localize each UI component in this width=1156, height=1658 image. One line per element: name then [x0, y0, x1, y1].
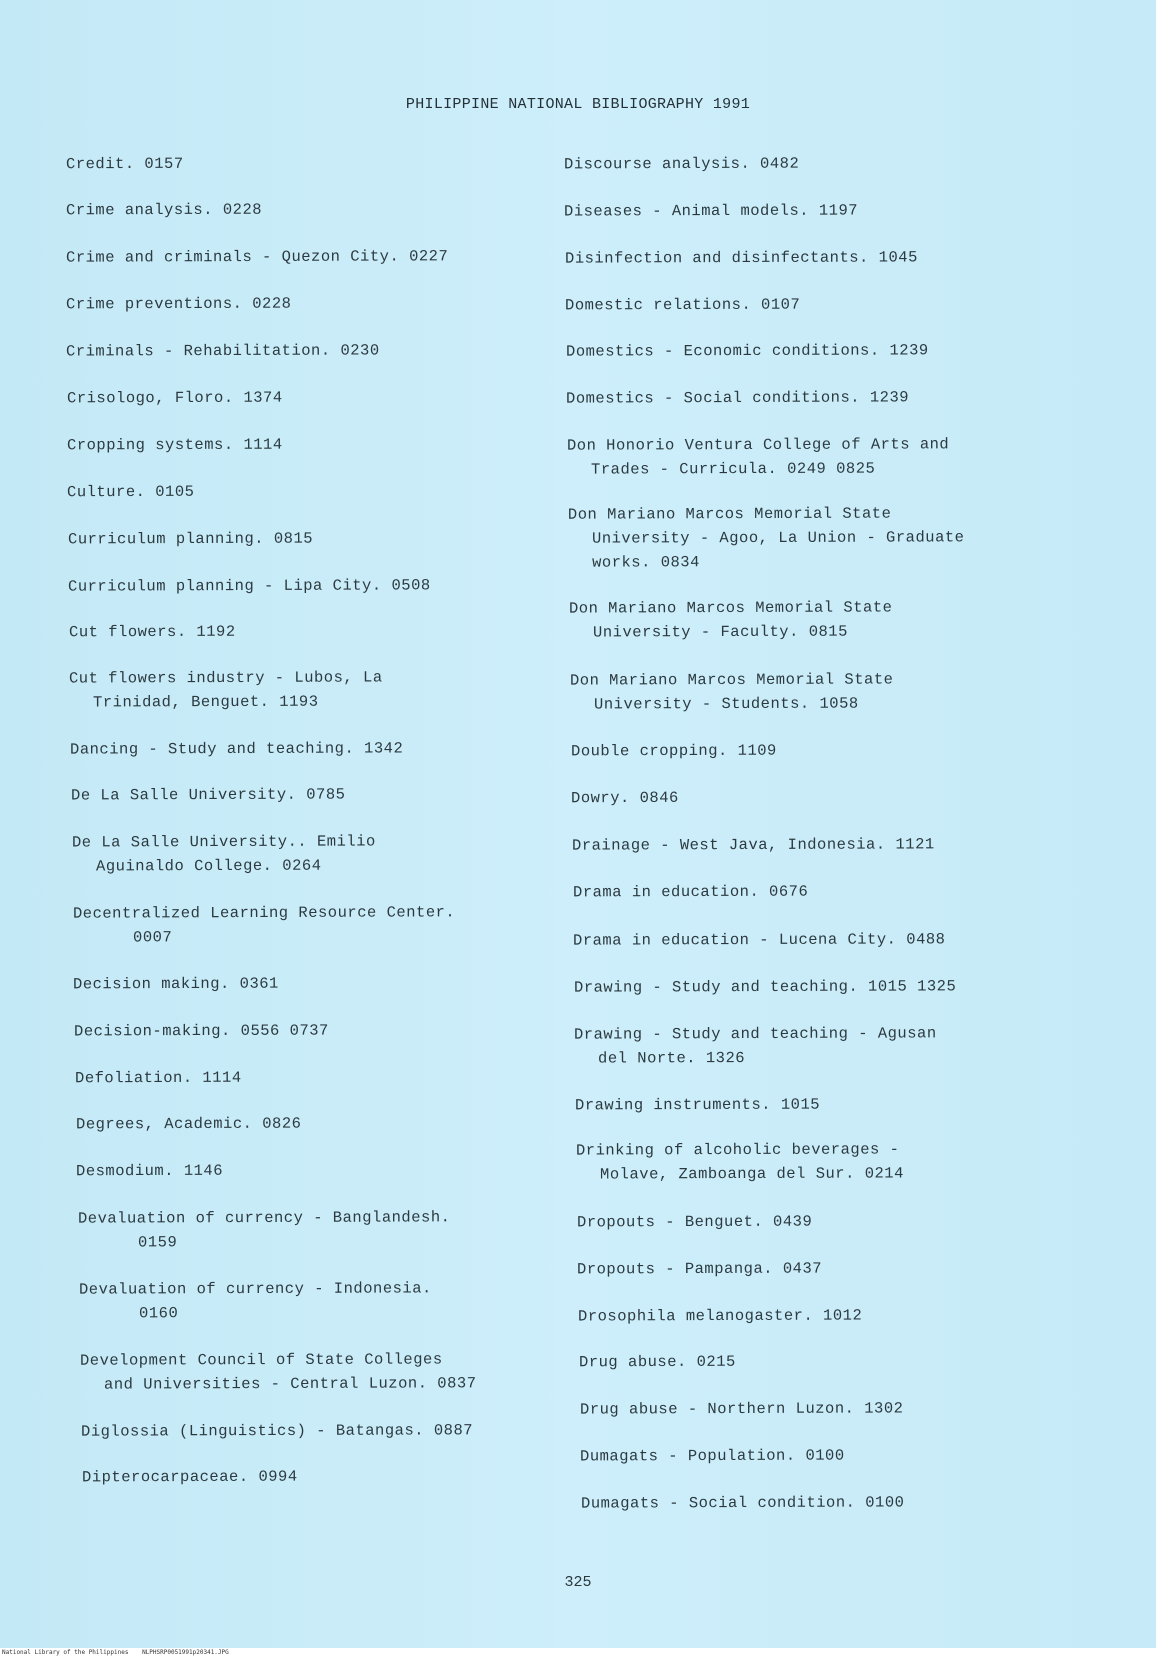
entry-line: Drama in education - Lucena City. 0488 — [572, 930, 946, 950]
entry-continuation: Trinidad, Benguet. 1193 — [93, 692, 319, 712]
entry-line: Disinfection and disinfectants. 1045 — [564, 248, 918, 268]
entry-line: Drainage - West Java, Indonesia. 1121 — [571, 835, 935, 855]
entry-line: Dropouts - Benguet. 0439 — [576, 1212, 813, 1232]
index-entry — [67, 386, 283, 411]
entry-continuation: works. 0834 — [592, 553, 700, 572]
index-entry — [69, 620, 236, 645]
page-title: PHILIPPINE NATIONAL BIBLIOGRAPHY 1991 — [405, 96, 751, 113]
entry-line: Don Honorio Ventura College of Arts and — [566, 435, 950, 455]
index-entry — [76, 1112, 302, 1137]
entry-continuation: University - Faculty. 0815 — [593, 622, 848, 642]
entry-line: Crime analysis. 0228 — [65, 200, 263, 220]
entry-line: Decentralized Learning Resource Center. — [72, 903, 456, 923]
footer-bar — [0, 1648, 1156, 1658]
index-entry — [68, 527, 313, 552]
entry-line: Crime preventions. 0228 — [65, 294, 292, 314]
entry-line: Domestics - Economic conditions. 1239 — [565, 341, 929, 361]
index-entry — [578, 1304, 862, 1329]
entry-line: Defoliation. 1114 — [74, 1068, 242, 1088]
entry-continuation: and Universities - Central Luzon. 0837 — [104, 1374, 477, 1394]
entry-line: Devaluation of currency - Indonesia. — [78, 1279, 432, 1299]
entry-line: Drama in education. 0676 — [572, 882, 809, 902]
entry-continuation: University - Students. 1058 — [594, 694, 859, 714]
entry-continuation: Trades - Curricula. 0249 0825 — [591, 459, 876, 479]
entry-line: De La Salle University.. Emilio — [71, 832, 376, 852]
footer-library: National Library of the Philippines — [2, 1649, 129, 1656]
index-entry — [565, 293, 800, 318]
index-entry — [66, 198, 262, 223]
entry-line: Cut flowers. 1192 — [68, 622, 236, 642]
entry-continuation: Aguinaldo College. 0264 — [96, 856, 322, 876]
index-entry — [577, 1257, 822, 1282]
index-entry — [75, 1066, 242, 1091]
index-entry — [73, 900, 455, 949]
entry-line: Dipterocarpaceae. 0994 — [81, 1467, 298, 1487]
entry-continuation: del Norte. 1326 — [598, 1049, 746, 1068]
index-entry — [573, 927, 946, 952]
entry-line: Desmodium. 1146 — [75, 1161, 224, 1181]
entry-line: Curriculum planning. 0815 — [67, 529, 314, 549]
entry-line: Diseases - Animal models. 1197 — [563, 201, 859, 221]
entry-line: Criminals - Rehabilitation. 0230 — [65, 341, 380, 361]
entry-continuation: 0160 — [139, 1304, 179, 1323]
index-entry — [81, 1418, 473, 1443]
index-entry — [571, 786, 679, 810]
index-entry — [573, 880, 808, 905]
index-entry — [78, 1205, 451, 1254]
entry-line: Degrees, Academic. 0826 — [75, 1114, 302, 1134]
index-entry — [74, 1019, 329, 1044]
index-entry — [564, 152, 799, 177]
entry-line: Discourse analysis. 0482 — [563, 154, 800, 174]
entry-line: Credit. 0157 — [65, 154, 184, 174]
index-entry — [76, 1159, 223, 1184]
entry-line: Crime and criminals - Quezon City. 0227 — [65, 247, 449, 267]
index-entry — [581, 1490, 905, 1515]
entry-line: Don Mariano Marcos Memorial State — [568, 598, 893, 618]
entry-line: Double cropping. 1109 — [570, 741, 777, 761]
index-entry — [574, 1021, 937, 1070]
entry-line: Dumagats - Population. 0100 — [579, 1446, 845, 1466]
entry-line: Culture. 0105 — [66, 482, 195, 502]
entry-continuation: University - Agoo, La Union - Graduate — [591, 528, 965, 548]
entry-line: Devaluation of currency - Banglandesh. — [77, 1208, 451, 1228]
page-number: 325 — [564, 1574, 592, 1591]
index-entry — [71, 783, 346, 808]
entry-line: Dumagats - Social condition. 0100 — [580, 1493, 905, 1513]
index-entry — [574, 974, 956, 999]
entry-continuation: 0159 — [138, 1233, 178, 1252]
entry-line: Drinking of alcoholic beverages - — [575, 1140, 900, 1160]
entry-line: Don Mariano Marcos Memorial State — [569, 670, 894, 690]
entry-line: Domestics - Social conditions. 1239 — [565, 388, 910, 408]
index-entry — [67, 480, 195, 504]
entry-line: Drug abuse. 0215 — [578, 1352, 736, 1372]
index-entry — [73, 972, 279, 997]
index-entry — [567, 432, 949, 481]
entry-line: Development Council of State Colleges — [79, 1350, 443, 1370]
index-entry — [580, 1396, 904, 1421]
entry-line: Cut flowers industry - Lubos, La — [68, 668, 383, 688]
index-entry — [565, 245, 918, 270]
index-entry — [80, 1347, 477, 1396]
entry-line: Drawing instruments. 1015 — [574, 1095, 821, 1115]
entry-line: Drawing - Study and teaching. 1015 1325 — [573, 977, 957, 997]
index-entry — [569, 595, 893, 644]
entry-line: Cropping systems. 1114 — [66, 435, 283, 455]
index-entry — [69, 665, 383, 714]
entry-continuation: 0007 — [133, 928, 173, 947]
index-entry — [68, 573, 431, 598]
entry-line: Don Mariano Marcos Memorial State — [567, 504, 892, 524]
footer-file: NLPHSRP0051991p20341.JPG — [142, 1649, 229, 1656]
index-entry — [67, 433, 283, 458]
index-entry — [72, 829, 376, 878]
entry-line: Dancing - Study and teaching. 1342 — [69, 739, 404, 759]
index-entry — [566, 338, 929, 363]
entry-line: Drug abuse - Northern Luzon. 1302 — [579, 1399, 904, 1419]
index-entry — [66, 152, 184, 176]
index-entry — [66, 338, 380, 363]
index-entry — [566, 385, 909, 410]
entry-line: Decision making. 0361 — [72, 974, 279, 994]
index-entry — [577, 1210, 812, 1235]
entry-line: Drosophila melanogaster. 1012 — [577, 1306, 863, 1326]
index-entry — [571, 739, 777, 764]
index-entry — [79, 1276, 432, 1325]
entry-line: Dowry. 0846 — [570, 788, 679, 808]
index-entry — [66, 292, 292, 317]
index-entry — [564, 198, 858, 223]
index-entry — [572, 832, 935, 857]
entry-line: Crisologo, Floro. 1374 — [66, 388, 283, 408]
entry-line: Decision-making. 0556 0737 — [73, 1021, 329, 1041]
index-entry — [570, 667, 894, 716]
index-entry — [575, 1093, 820, 1118]
index-entry — [579, 1350, 736, 1375]
entry-line: Curriculum planning - Lipa City. 0508 — [67, 576, 431, 596]
index-entry — [82, 1465, 298, 1490]
entry-line: Diglossia (Linguistics) - Batangas. 0887 — [80, 1421, 474, 1441]
entry-continuation: Molave, Zamboanga del Sur. 0214 — [600, 1164, 904, 1184]
entry-line: De La Salle University. 0785 — [70, 785, 346, 805]
index-entry — [580, 1444, 845, 1469]
index-entry — [576, 1137, 904, 1186]
entry-line: Domestic relations. 0107 — [564, 295, 801, 315]
entry-line: Drawing - Study and teaching - Agusan — [573, 1024, 937, 1044]
index-entry — [568, 501, 965, 574]
entry-line: Dropouts - Pampanga. 0437 — [576, 1259, 823, 1279]
index-entry — [66, 244, 448, 269]
index-entry — [70, 736, 403, 761]
